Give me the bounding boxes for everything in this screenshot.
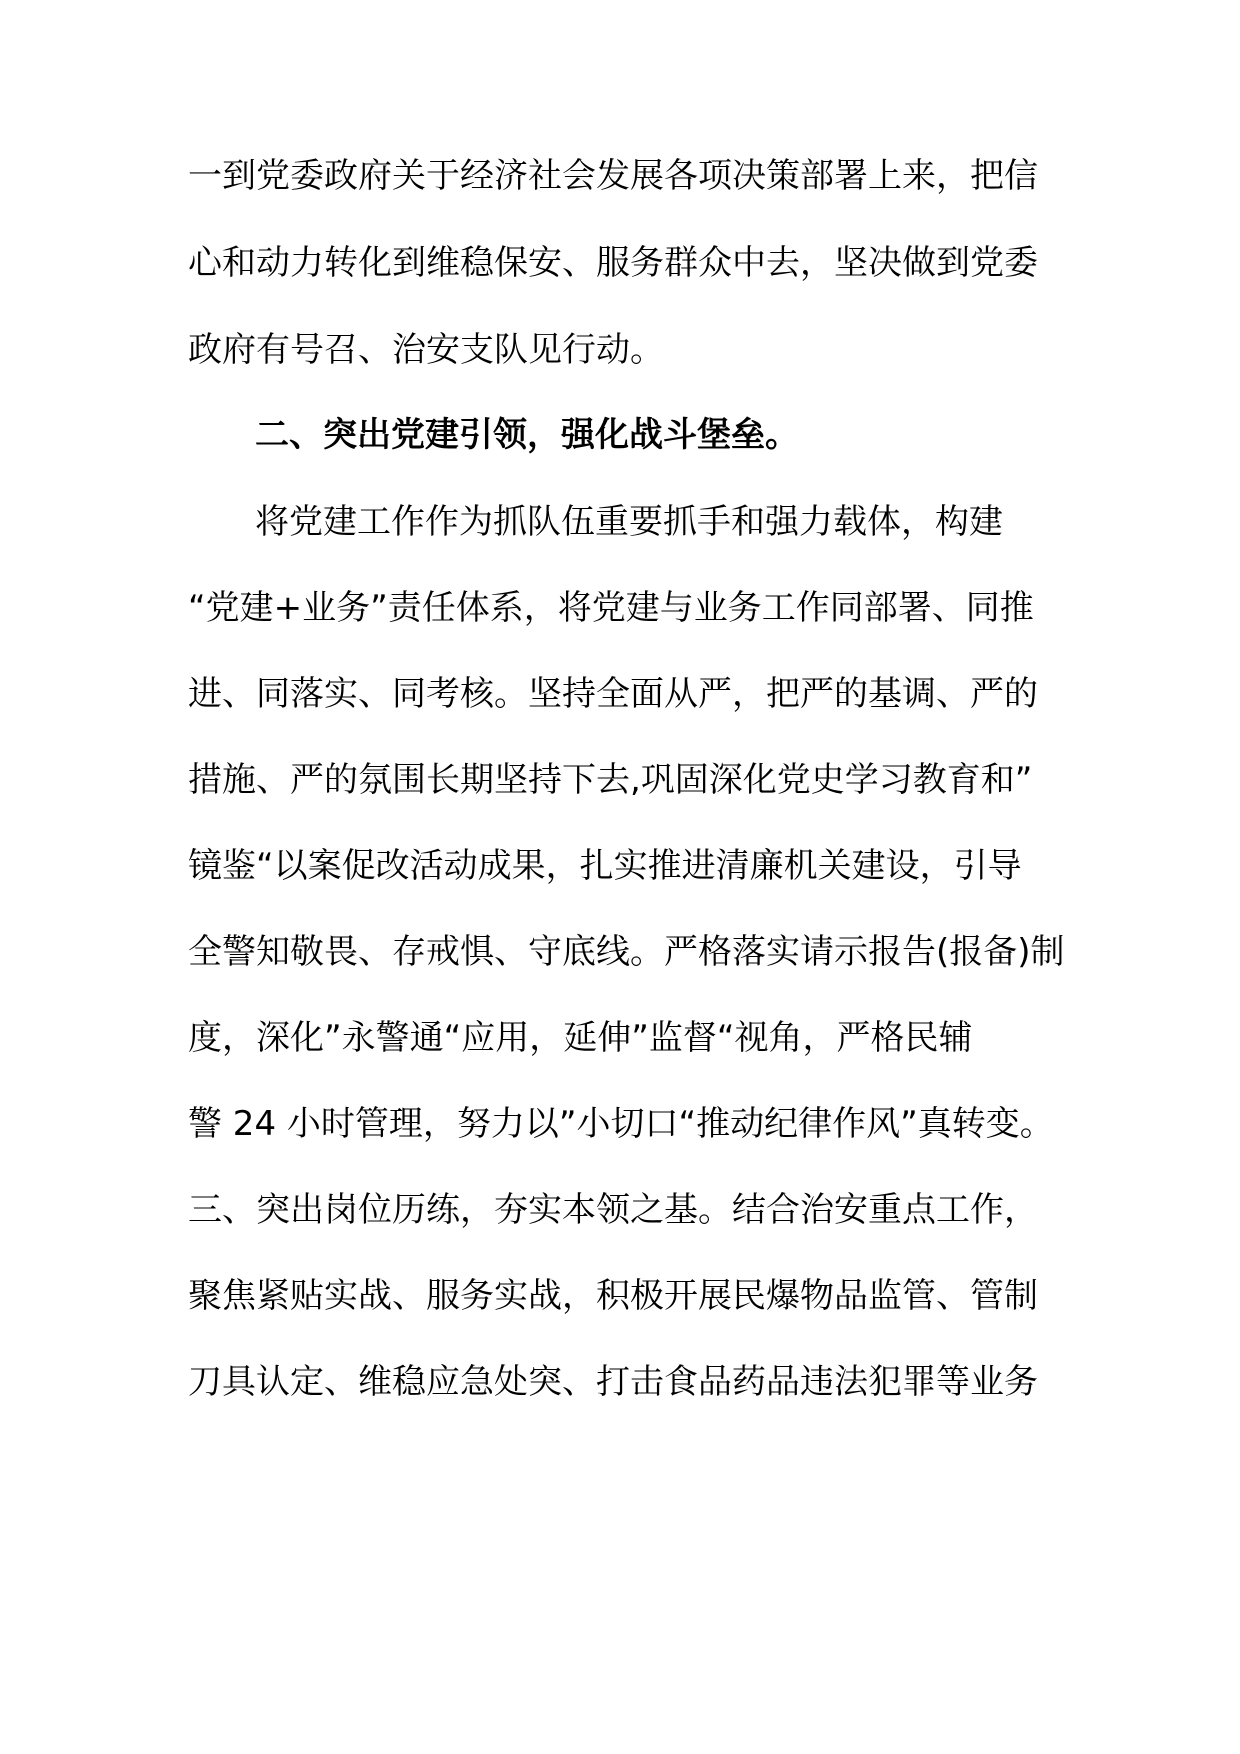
text-line-13: 三、突出岗位历练，夯实本领之基。结合治安重点工作， [188, 1190, 1038, 1230]
text-line-6: “党建+业务”责任体系，将党建与业务工作同部署、同推 [188, 588, 1034, 628]
text-line-3: 政府有号召、治安支队见行动。 [188, 330, 664, 370]
text-line-7: 进、同落实、同考核。坚持全面从严，把严的基调、严的 [188, 674, 1038, 714]
section-heading-2: 二、突出党建引领，强化战斗堡垒。 [255, 415, 799, 455]
text-line-8: 措施、严的氛围长期坚持下去,巩固深化党史学习教育和” [188, 760, 1033, 800]
text-line-12: 警 24 小时管理，努力以”小切口“推动纪律作风”真转变。 [188, 1104, 1054, 1144]
text-line-15: 刀具认定、维稳应急处突、打击食品药品违法犯罪等业务 [188, 1362, 1038, 1402]
text-line-9: 镜鉴“以案促改活动成果，扎实推进清廉机关建设，引导 [188, 846, 1022, 886]
text-line-10: 全警知敬畏、存戒惧、守底线。严格落实请示报告(报备)制 [188, 932, 1065, 972]
text-line-2: 心和动力转化到维稳保安、服务群众中去，坚决做到党委 [188, 243, 1038, 283]
text-line-11: 度，深化”永警通“应用，延伸”监督“视角，严格民辅 [188, 1018, 973, 1058]
text-line-1: 一到党委政府关于经济社会发展各项决策部署上来，把信 [188, 156, 1038, 196]
text-line-14: 聚焦紧贴实战、服务实战，积极开展民爆物品监管、管制 [188, 1276, 1038, 1316]
text-line-5: 将党建工作作为抓队伍重要抓手和强力载体，构建 [255, 502, 1003, 542]
